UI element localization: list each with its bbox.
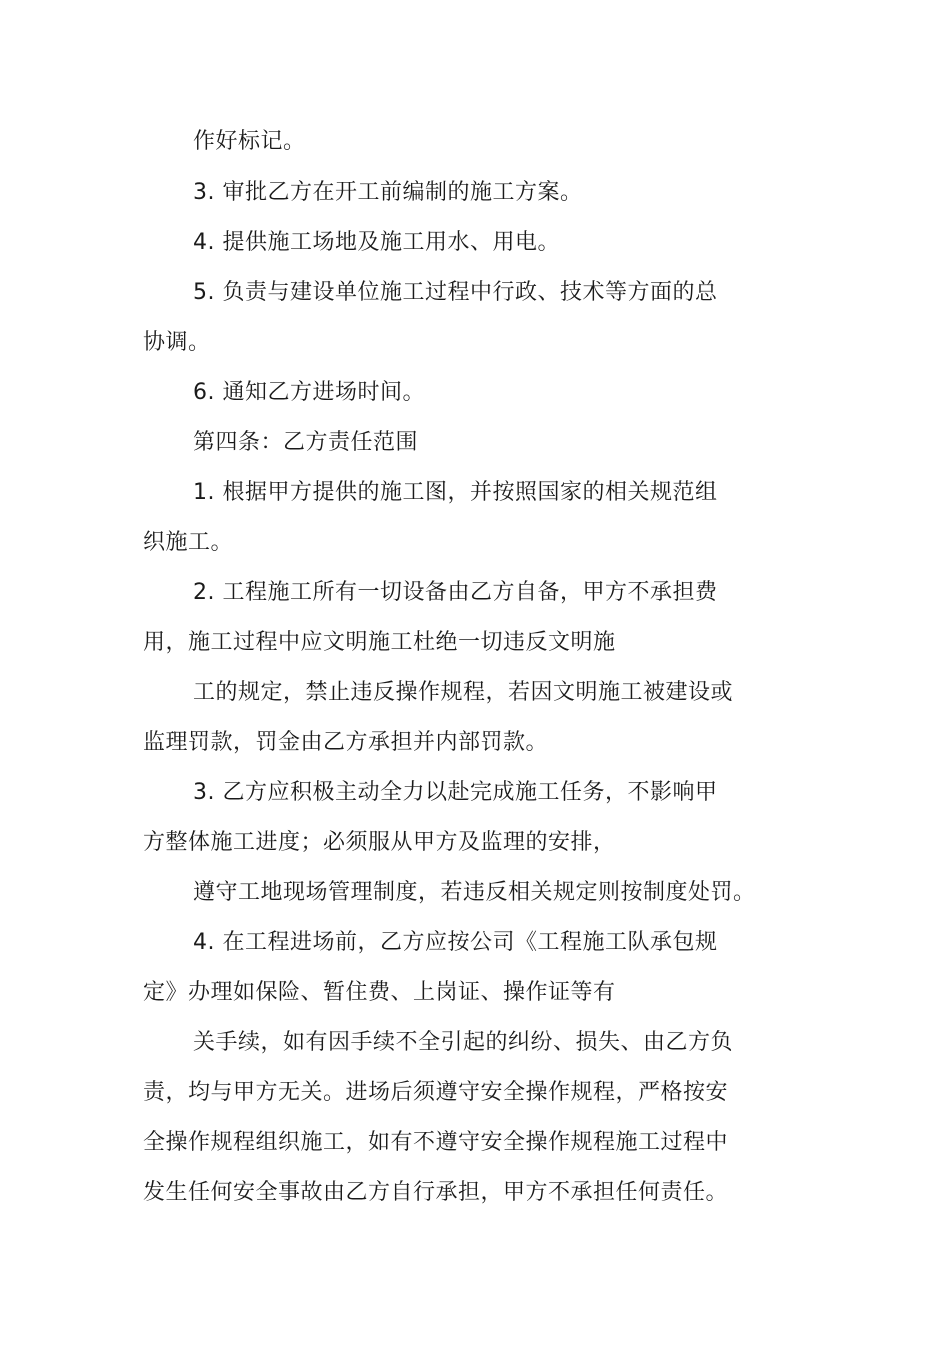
text-line: 1. 根据甲方提供的施工图，并按照国家的相关规范组	[193, 480, 718, 505]
text-line: 4. 提供施工场地及施工用水、用电。	[193, 230, 560, 255]
text-line: 3. 审批乙方在开工前编制的施工方案。	[193, 180, 583, 205]
text-line: 工的规定，禁止违反操作规程，若因文明施工被建设或	[193, 680, 734, 705]
text-line: 4. 在工程进场前，乙方应按公司《工程施工队承包规	[193, 930, 718, 955]
section-heading: 第四条：乙方责任范围	[193, 430, 419, 455]
text-line: 5. 负责与建设单位施工过程中行政、技术等方面的总	[193, 280, 718, 305]
text-line: 方整体施工进度；必须服从甲方及监理的安排，	[143, 830, 616, 855]
text-line: 协调。	[143, 330, 211, 355]
text-line: 责，均与甲方无关。进场后须遵守安全操作规程，严格按安	[143, 1080, 729, 1105]
text-line: 织施工。	[143, 530, 234, 555]
text-line: 遵守工地现场管理制度，若违反相关规定则按制度处罚。	[193, 880, 756, 905]
text-line: 2. 工程施工所有一切设备由乙方自备，甲方不承担费	[193, 580, 718, 605]
text-line: 全操作规程组织施工，如有不遵守安全操作规程施工过程中	[143, 1130, 729, 1155]
text-line: 定》办理如保险、暂住费、上岗证、操作证等有	[143, 980, 616, 1005]
text-line: 关手续，如有因手续不全引起的纠纷、损失、由乙方负	[193, 1030, 734, 1055]
text-line: 作好标记。	[193, 129, 306, 154]
text-line: 3. 乙方应积极主动全力以赴完成施工任务，不影响甲	[193, 780, 718, 805]
text-line: 6. 通知乙方进场时间。	[193, 380, 425, 405]
text-line: 用，施工过程中应文明施工杜绝一切违反文明施	[143, 630, 616, 655]
text-line: 监理罚款，罚金由乙方承担并内部罚款。	[143, 730, 549, 755]
text-line: 发生任何安全事故由乙方自行承担，甲方不承担任何责任。	[143, 1180, 729, 1205]
